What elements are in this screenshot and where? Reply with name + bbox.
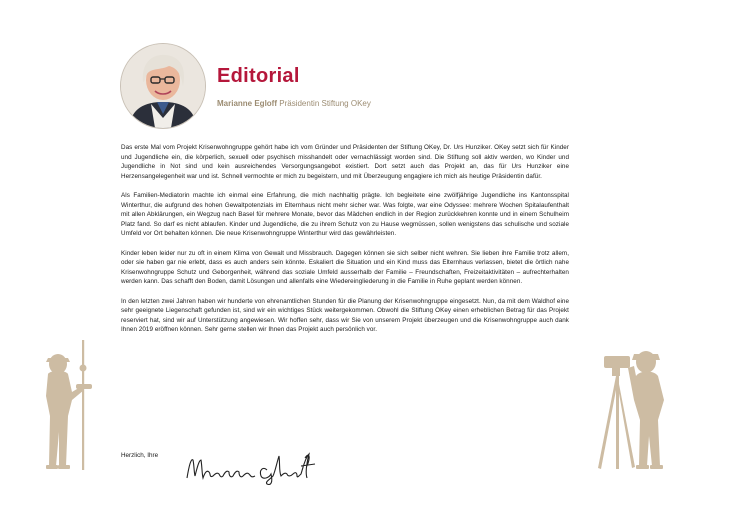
surveyor-illustration-right xyxy=(592,340,692,470)
article-body xyxy=(121,143,569,344)
paragraph: Als Familien-Mediatorin machte ich einmal eine Erfahrung, die mich nachhaltig prägte. Ich begleitete eine zwölfjährige Jugendliche ins Kantonsspital Winterthur, die aufgrund des hohen Gewaltpotenzials im Elternhaus nicht mehr sicher war. Was folgte, war eine Odyssee: mehrere Wochen Spitalaufenthalt mit allen Abklärungen, ein Wegzug nach Basel für mehrere Monate, bevor das Mädchen endlich in der Region zurückkehren konnte und in einem Schulheim Platz fand. So darf es nicht ablaufen. Kinder und Jugendliche, die zu ihrem Schutz von zu Hause wegmüssen, sollen wenigstens das schulische und soziale Umfeld vor Ort behalten können. Die neue Krisenwohngruppe Winterthur wird das gewährleisten. xyxy=(121,191,569,238)
byline xyxy=(217,100,371,108)
paragraph: Das erste Mal vom Projekt Krisenwohngruppe gehört habe ich vom Gründer und Präsidenten der Stiftung OKey, Dr. Urs Hunziker. OKey setzt sich für Kinder und Jugendliche ein, die körperlich, sexuell oder psychisch misshandelt oder vernachlässigt worden sind. Die Stiftung soll aktiv werden, wo Kinder und Jugendliche in Not sind und kein ausreichendes Versorgungsangebot existiert. Dort setzt auch das Projekt an, das für Urs Hunziker eine Herzensangelegenheit war und ist. Schnell vermochte er mich zu begeistern, und mit Überzeugung engagiere ich mich als heutige Präsidentin dafür. xyxy=(121,144,569,180)
paragraph: In den letzten zwei Jahren haben wir hunderte von ehrenamtlichen Stunden für die Planung der Krisenwohngruppe eingesetzt. Nun, da mit dem Waldhof eine sehr geeignete Liegenschaft gefunden ist, sind wir ein wichtiges Stück weitergekommen. Obwohl die Stiftung OKey einen erheblichen Betrag für das Projekt reserviert hat, sind wir auf Unterstützung angewiesen. Wir hoffen sehr, dass wir Sie von unserem Projekt überzeugen und die Krisenwohngruppe auch dank Ihnen 2019 eröffnen können. Sehr gerne stellen wir Ihnen das Projekt auch persönlich vor. xyxy=(121,297,569,334)
paragraph: Kinder leben leider nur zu oft in einem Klima von Gewalt und Missbrauch. Dagegen können sie sich selber nicht wehren. Sie lieben ihre Familie trotz allem, oder sie haben gar nie erlebt, dass es auch anders sein könnte. Eskaliert die Situation und ein Kind muss das Elternhaus verlassen, bietet die örtlich nahe Krisenwohngruppe Schutz und Geborgenheit, während das soziale Umfeld ausserhalb der Familie – Freundschaften, Freizeitaktivitäten – aufrechterhalten werden kann. Das schafft den Boden, damit Lösungen und allenfalls eine Wiedereingliederung in die Familie in Ruhe geplant werden können. xyxy=(121,249,569,286)
author-role: Präsidentin Stiftung OKey xyxy=(279,99,371,108)
surveyor-illustration-left xyxy=(36,340,106,470)
author-name: Marianne Egloff xyxy=(217,99,278,108)
handwritten-signature xyxy=(185,446,325,486)
closing-line: Herzlich, Ihre xyxy=(121,452,159,459)
page-title: Editorial xyxy=(217,65,300,87)
author-portrait xyxy=(121,44,205,128)
